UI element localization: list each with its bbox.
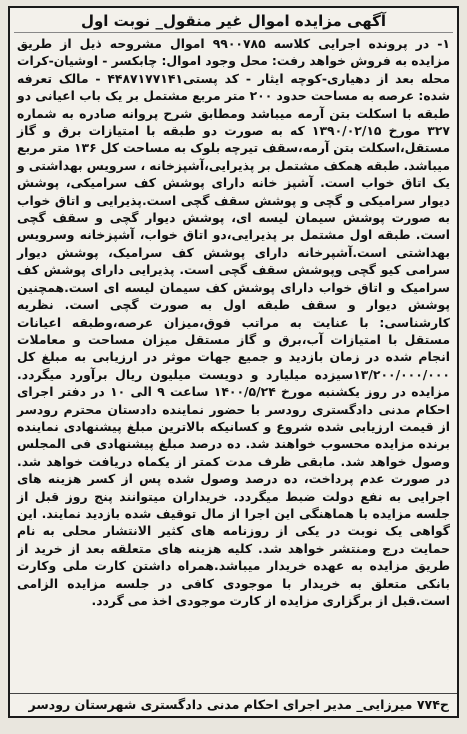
notice-body-text: ۱- در پرونده اجرایی کلاسه ۹۹۰۰۷۸۵ اموال مشروحه ذیل از طریق مزایده به فروش خواهد رفت: محل وجود اموال: چابکسر - اوشیان-کرات محله بعد از دهیاری-کوچه ایثار - کد پستی۴۴۸۷۱۷۷۱۴۱ - مالک تعرفه شده: عرصه به مساحت حدود ۲۰۰ متر مربع مشتمل بر یک باب اعیانی دو طبقه با اسکلت بتن آرمه میباشد ومطابق شرح پروانه صادره به شماره ۳۲۷ مورخ ۱۳۹۰/۰۲/۱۵ که به صورت دو طبقه با امتیازات برق و گاز مستقل،اسکلت بتن آرمه،سقف تیرچه بلوک به مساحت کل ۱۳۶ متر مربع میباشد. طبقه همکف مشتمل بر پذیرایی،آشپزخانه ، سرویس بهداشتی و یک اتاق خواب است. آشپز خانه دارای پوشش کف سرامیکی، پوشش دیوار سرامیکی و گچی و پوشش سقف گچی است.پذیرایی و اتاق خواب به صورت پوشش سیمان لیسه ای، پوشش دیوار گچی و سقف گچی است. طبقه اول مشتمل بر پذیرایی،دو اتاق خواب، آشپزخانه وسرویس بهداشتی است.آشپرخانه دارای پوشش کف سرامیک، پوشش دیوار سرامی کیو گچی وپوشش سقف گچی است. پذیرایی دارای پوشش کف سرامیک و اتاق خواب دارای پوشش کف سیمان لیسه ای است.همچنین پوشش دیوار و سقف طبقه اول به صورت گچی است. نظریه کارشناسی: با عنایت به مراتب فوق،میزان عرصه،وطبقه اعیانات مستقل با امتیازات آب،برق و گاز مستقل میزان مساحت و معاملات انجام شده در زمان بازدید و جمیع جهات موثر در ارزیابی به مبلغ کل ۱۳/۲۰۰/۰۰۰/۰۰۰سیزده میلیارد و دویست میلیون ریال برآورد میگردد. مزایده در روز یکشنبه مورخ ۱۴۰۰/۵/۲۴ ساعت ۹ الی ۱۰ در دفتر اجرای احکام مدنی دادگستری رودسر با حضور نماینده دادستان محترم رودسر از قیمت ارزیابی شده شروع و کسانیکه بالاترین مبلغ پیشنهادی نماینده برنده مزایده محسوب خواهند شد. ده درصد مبلغ پیشنهادی فی المجلس وصول خواهد شد. مابقی ظرف مدت کمتر از یکماه دریافت خواهد شد. در صورت عدم پرداخت، ده درصد وصول شده پس از کسر هزینه های اجرایی به نفع دولت ضبط میگردد. خریداران میتوانند پنج روز قبل از جلسه مزایده با هماهنگی این اجرا از مال توقیف شده بازدید نمایند. این گواهی یک نوبت در یکی از روزنامه های کثیر الانتشار محلی به نام حمایت درج ومنتشر خواهد شد. کلیه هزینه های متعلقه بعد از خرید از طریق مزایده به عهده خریدار میباشد.همراه داشتن کارت ملی وکارت بانکی متعلق به خریدار با موجودی کافی در جلسه مزایده الزامی است.قبل از برگزاری مزایده از کارت موجودی اخذ می گردد. — [17, 36, 450, 608]
auction-notice — [8, 6, 459, 718]
notice-signature: ح۷۷۴ میرزایی_ مدیر اجرای احکام مدنی دادگستری شهرستان رودسر — [10, 693, 457, 716]
notice-body — [10, 33, 457, 609]
notice-title: آگهی مزایده اموال غیر منقول_ نوبت اول — [14, 8, 453, 33]
